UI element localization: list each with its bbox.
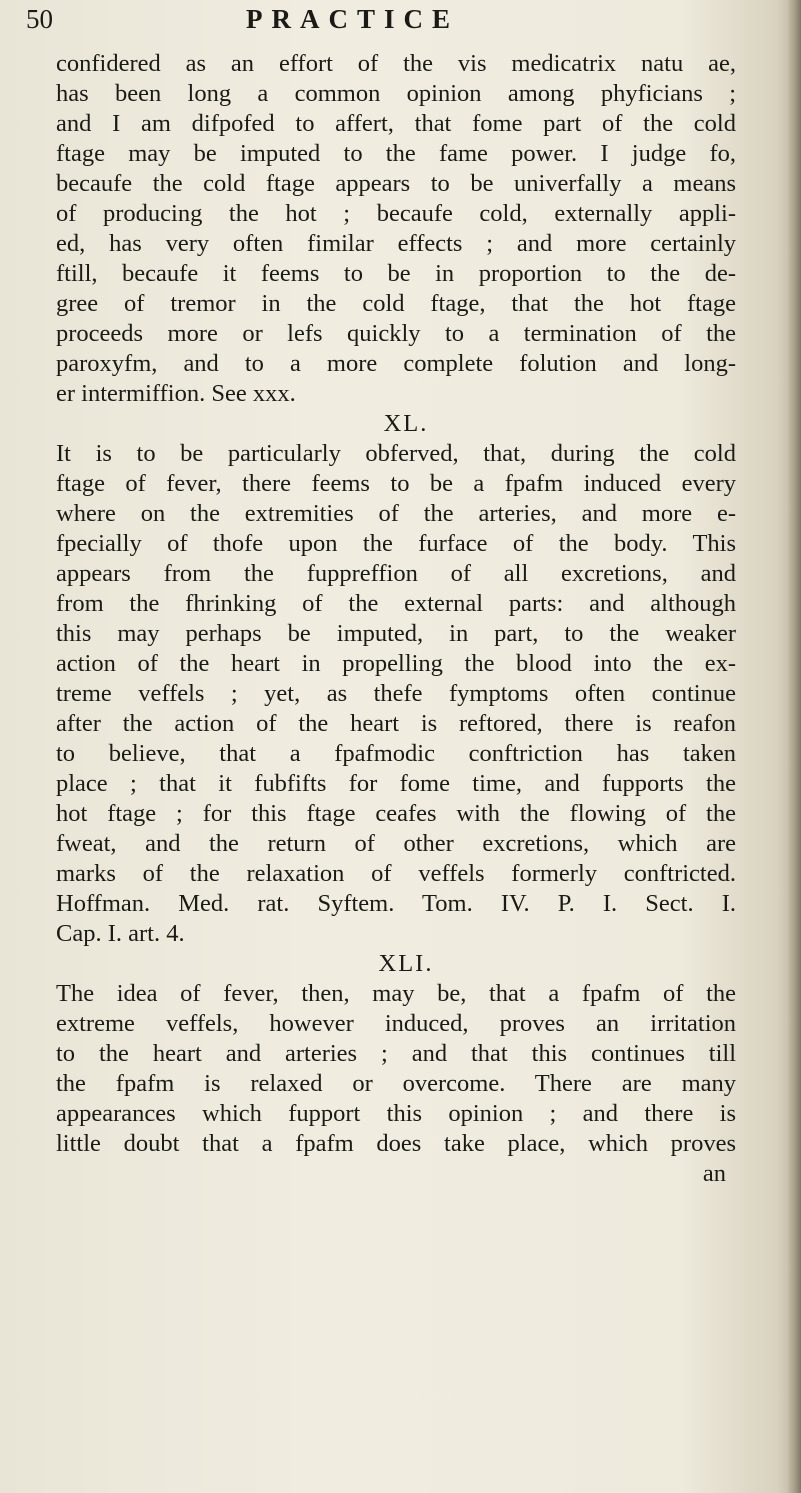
text-line: proceeds more or lefs quickly to a termination of the [56,320,736,347]
text-line: gree of tremor in the cold ftage, that the hot ftage [56,290,736,317]
body-text [56,49,736,1189]
text-line: to believe, that a fpafmodic conftriction has taken [56,740,736,767]
running-head: PRACTICE [246,4,460,34]
text-line: appearances which fupport this opinion ; and there is [56,1100,736,1127]
page-number: 50 [26,4,53,34]
text-line: hot ftage ; for this ftage ceafes with the flowing of the [56,800,736,827]
text-line: action of the heart in propelling the blood into the ex- [56,650,736,677]
text-line: treme veffels ; yet, as thefe fymptoms often continue [56,680,736,707]
text-line: fweat, and the return of other excretions, which are [56,830,736,857]
text-line: confidered as an effort of the vis medicatrix natu ae, [56,50,736,77]
text-line: this may perhaps be imputed, in part, to the weaker [56,620,736,647]
text-line: little doubt that a fpafm does take place, which proves [56,1130,736,1157]
text-line: ed, has very often fimilar effects ; and more certainly [56,230,736,257]
text-line: becaufe the cold ftage appears to be univerfally a means [56,170,736,197]
text-line: The idea of fever, then, may be, that a fpafm of the [56,980,736,1007]
paragraph [56,439,736,949]
text-line: ftage may be imputed to the fame power. I judge fo, [56,140,736,167]
paragraph [56,979,736,1159]
text-line: after the action of the heart is reftored, there is reafon [56,710,736,737]
text-line: Cap. I. art. 4. [56,920,185,947]
text-line: extreme veffels, however induced, proves an irritation [56,1010,736,1037]
text-line: to the heart and arteries ; and that this continues till [56,1040,736,1067]
text-line: marks of the relaxation of veffels formerly conftricted. [56,860,736,887]
text-line: place ; that it fubfifts for fome time, and fupports the [56,770,736,797]
text-line: the fpafm is relaxed or overcome. There are many [56,1070,736,1097]
text-line: fpecially of thofe upon the furface of the body. This [56,530,736,557]
text-line: has been long a common opinion among phyficians ; [56,80,736,107]
text-line: where on the extremities of the arteries, and more e- [56,500,736,527]
text-line: ftage of fever, there feems to be a fpafm induced every [56,470,736,497]
paragraph [56,49,736,409]
text-line: er intermiffion. See xxx. [56,380,296,407]
text-line: paroxyfm, and to a more complete folution and long- [56,350,736,377]
text-line: and I am difpofed to affert, that fome part of the cold [56,110,736,137]
text-line: of producing the hot ; becaufe cold, externally appli- [56,200,736,227]
text-line: ftill, becaufe it feems to be in proportion to the de- [56,260,736,287]
text-line: It is to be particularly obferved, that, during the cold [56,440,736,467]
page-edge-shadow [787,0,801,1493]
section-numeral: XL. [383,410,429,437]
catchword: an [702,1160,726,1187]
section-numeral: XLI. [378,950,434,977]
text-line: appears from the fuppreffion of all excretions, and [56,560,736,587]
text-line: from the fhrinking of the external parts: and although [56,590,736,617]
text-line: Hoffman. Med. rat. Syftem. Tom. IV. P. I. Sect. I. [56,890,736,917]
